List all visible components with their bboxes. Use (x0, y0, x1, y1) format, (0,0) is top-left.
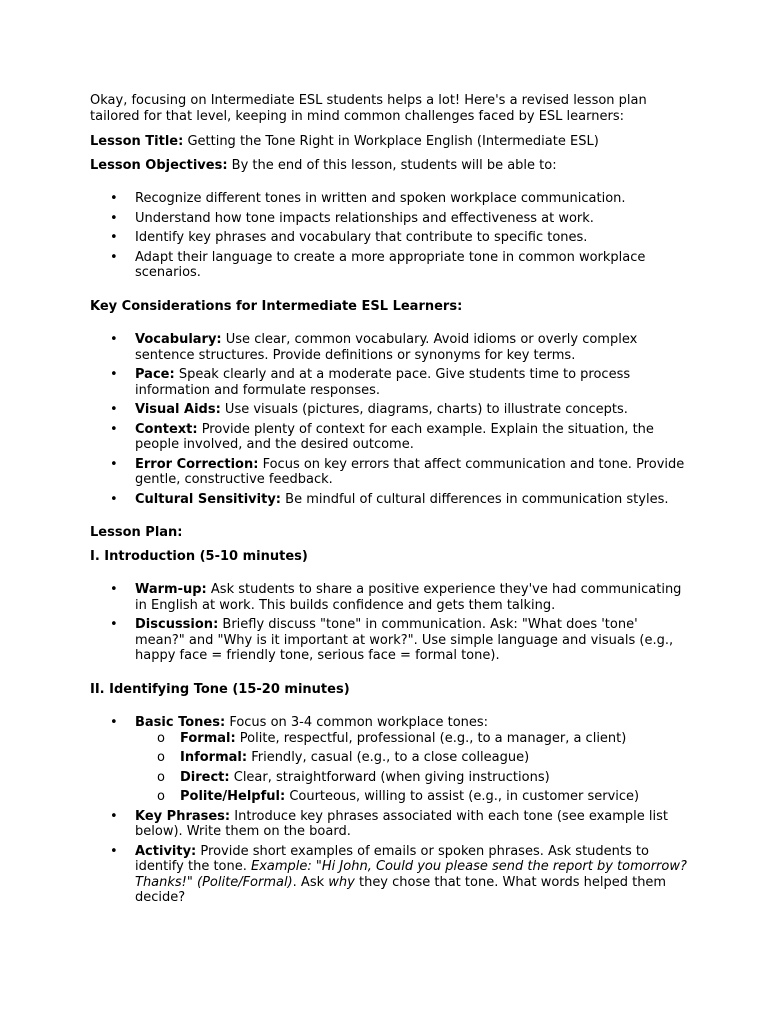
tones-sublist (135, 731, 690, 805)
list-item: • Activity: Provide short examples of emails or spoken phrases. Ask students to identify the tone. Example: "Hi John, Could you please send the report by tomorrow? Thanks!" (Polite/Formal). Ask why they chose that tone. What words helped them decide? (110, 843, 687, 905)
sub-bullet-icon: o (157, 769, 165, 785)
bullet-icon: • (110, 210, 118, 226)
lesson-objectives-line (90, 158, 690, 174)
objectives-list (90, 191, 690, 281)
bullet-icon: • (110, 332, 118, 347)
bullet-icon: • (110, 421, 118, 437)
bullet-icon: • (110, 367, 118, 382)
lesson-objectives-text: By the end of this lesson, students will be able to: (227, 157, 557, 173)
list-item: • Vocabulary: Use clear, common vocabulary. Avoid idioms or overly complex sentence structures. Provide definitions or synonyms for key terms. (110, 332, 638, 363)
list-item: • Recognize different tones in written and spoken workplace communication. (110, 191, 626, 206)
list-item: • Key Phrases: Introduce key phrases associated with each tone (see example list below). Write them on the board. (110, 808, 669, 839)
list-item: • Visual Aids: Use visuals (pictures, diagrams, charts) to illustrate concepts. (110, 402, 628, 417)
sub-list-item: o Polite/Helpful: Courteous, willing to assist (e.g., in customer service) (157, 789, 640, 804)
lesson-plan-heading: Lesson Plan: (90, 525, 183, 540)
bullet-icon: • (110, 491, 118, 507)
bullet-icon: • (110, 582, 118, 597)
bullet-icon: • (110, 808, 118, 824)
list-item: • Understand how tone impacts relationships and effectiveness at work. (110, 210, 594, 226)
considerations-heading: Key Considerations for Intermediate ESL Learners: (90, 298, 463, 314)
bullet-icon: • (110, 617, 118, 632)
section-2-heading: II. Identifying Tone (15-20 minutes) (90, 681, 350, 697)
lesson-objectives-label: Lesson Objectives: (90, 157, 228, 173)
sub-bullet-icon: o (157, 789, 165, 804)
section-2-list (90, 715, 690, 906)
bullet-icon: • (110, 230, 118, 245)
considerations-list (90, 332, 690, 507)
section-1-list (90, 582, 690, 664)
intro-paragraph: Okay, focusing on Intermediate ESL students helps a lot! Here's a revised lesson plan tailored for that level, keeping in mind common challenges faced by ESL learners: (90, 93, 647, 124)
sub-list-item: o Direct: Clear, straightforward (when giving instructions) (157, 769, 550, 785)
bullet-icon: • (110, 715, 118, 730)
list-item: • Adapt their language to create a more appropriate tone in common workplace scenarios. (110, 249, 646, 280)
list-item: • Identify key phrases and vocabulary that contribute to specific tones. (110, 230, 588, 245)
activity-example: Example: "Hi John, Could you please send the report by tomorrow? Thanks!" (Polite/Formal) (135, 859, 687, 890)
lesson-title-text: Getting the Tone Right in Workplace English (Intermediate ESL) (183, 134, 599, 149)
list-item: • Warm-up: Ask students to share a positive experience they've had communicating in English at work. This builds confidence and gets them talking. (110, 582, 682, 613)
bullet-icon: • (110, 249, 118, 265)
list-item: • Basic Tones: Focus on 3-4 common workplace tones: o Formal: Polite, respectful, professional (e.g., to a manager, a client) o Informal: Friendly, casual (e.g., to a close colleague) o Direct: Clear, straightforward (when giving instructions) o Polite/Helpful: Courteous, willing to assist (e.g., in customer service) (90, 715, 690, 805)
bullet-icon: • (110, 191, 118, 206)
section-1-heading: I. Introduction (5-10 minutes) (90, 548, 308, 564)
lesson-title-label: Lesson Title: (90, 134, 184, 149)
bullet-icon: • (110, 402, 118, 417)
lesson-title-line (90, 134, 690, 150)
sub-list-item: o Informal: Friendly, casual (e.g., to a close colleague) (157, 750, 530, 765)
bullet-icon: • (110, 843, 118, 859)
list-item: • Context: Provide plenty of context for each example. Explain the situation, the people involved, and the desired outcome. (110, 421, 654, 452)
sub-list-item: o Formal: Polite, respectful, professional (e.g., to a manager, a client) (157, 730, 627, 746)
list-item: • Error Correction: Focus on key errors that affect communication and tone. Provide gentle, constructive feedback. (110, 456, 685, 487)
sub-bullet-icon: o (157, 730, 165, 746)
sub-bullet-icon: o (157, 750, 165, 765)
list-item: • Pace: Speak clearly and at a moderate pace. Give students time to process information and formulate responses. (110, 367, 631, 398)
list-item: • Cultural Sensitivity: Be mindful of cultural differences in communication styles. (110, 491, 669, 507)
list-item: • Discussion: Briefly discuss "tone" in communication. Ask: "What does 'tone' mean?" and "Why is it important at work?". Use simple language and visuals (e.g., happy face = friendly tone, serious face = formal tone). (110, 617, 674, 663)
document-page (90, 93, 690, 924)
bullet-icon: • (110, 456, 118, 472)
